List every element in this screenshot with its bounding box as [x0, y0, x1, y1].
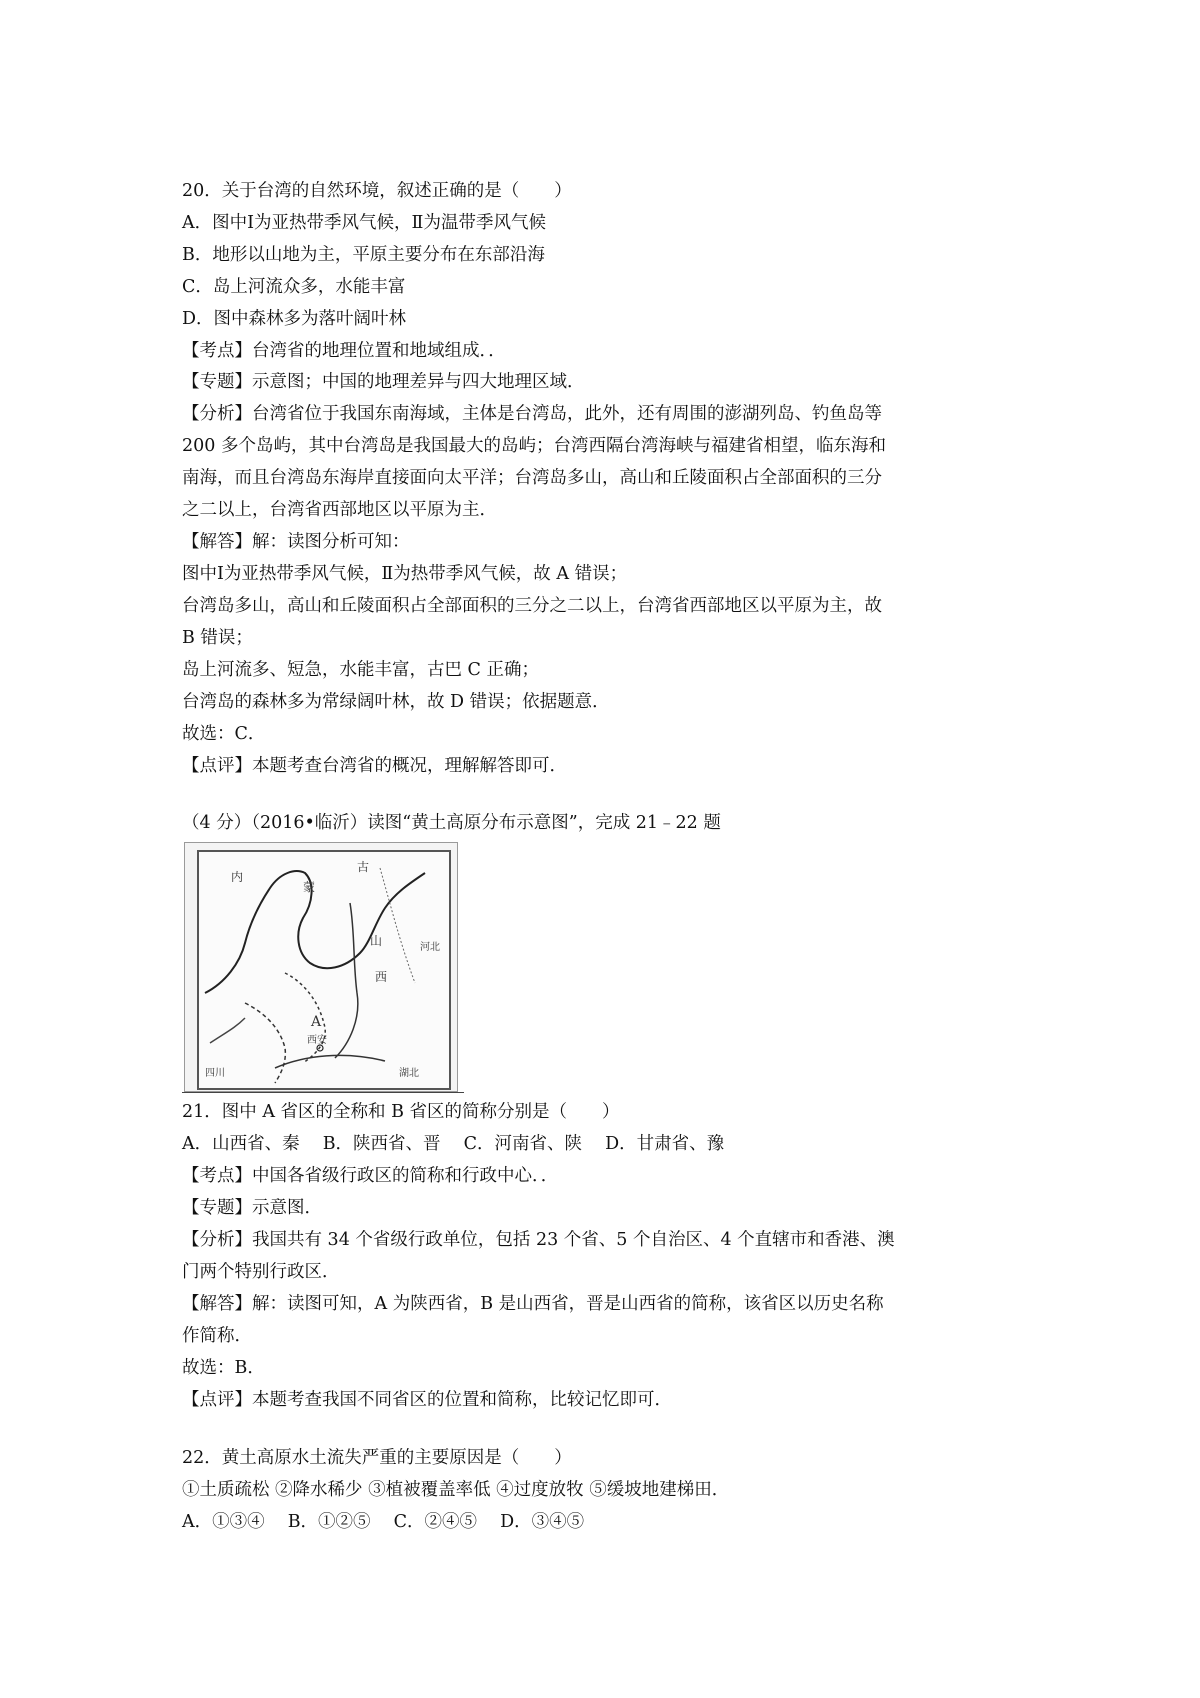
- q21-stem: 21．图中 A 省区的全称和 B 省区的简称分别是（ ）: [182, 1102, 620, 1122]
- q20-jieda-line-1: 【解答】解：读图分析可知：: [182, 532, 410, 552]
- q21-fenxi-line-1: 【分析】我国共有 34 个省级行政单位，包括 23 个省、5 个自治区、4 个直辖市和香港、澳: [182, 1230, 895, 1250]
- q22-options: A．①③④ B．①②⑤ C．②④⑤ D．③④⑤: [182, 1512, 585, 1532]
- q20-option-c: C．岛上河流众多，水能丰富: [182, 277, 406, 297]
- q22-stem: 22．黄土高原水土流失严重的主要原因是（ ）: [182, 1448, 572, 1468]
- map-label-xian: 西安: [307, 1035, 327, 1046]
- q20-option-d: D．图中森林多为落叶阔叶林: [182, 309, 407, 329]
- q20-jieda-line-5: 岛上河流多、短急，水能丰富，古巴 C 正确；: [182, 660, 540, 680]
- figure-underline: [182, 1092, 464, 1093]
- q20-jieda-line-3: 台湾岛多山，高山和丘陵面积占全部面积的三分之二以上，台湾省西部地区以平原为主，故: [182, 596, 882, 616]
- q20-stem: 20．关于台湾的自然环境，叙述正确的是（ ）: [182, 181, 572, 201]
- great-wall: [380, 868, 415, 983]
- q21-zhuanti: 【专题】示意图．: [182, 1198, 322, 1218]
- q21-dianping: 【点评】本题考查我国不同省区的位置和简称，比较记忆即可．: [182, 1390, 672, 1410]
- q20-jieda-line-2: 图中Ⅰ为亚热带季风气候，Ⅱ为热带季风气候，故 A 错误；: [182, 564, 628, 584]
- q21-answer: 故选：B．: [182, 1358, 265, 1378]
- map-label-hubei: 湖北: [399, 1068, 419, 1079]
- q21-fenxi-line-2: 门两个特别行政区．: [182, 1262, 340, 1282]
- map-label-shan: 山: [370, 934, 383, 948]
- province-border-east: [335, 903, 358, 1058]
- map-label-nei: 内: [231, 870, 244, 884]
- q20-dianping: 【点评】本题考查台湾省的概况，理解解答即可．: [182, 756, 567, 776]
- q21-jieda-line-2: 作简称．: [182, 1326, 252, 1346]
- q20-jieda-line-6: 台湾岛的森林多为常绿阔叶林，故 D 错误；依据题意．: [182, 692, 610, 712]
- q20-fenxi-line-3: 南海，而且台湾岛东海岸直接面向太平洋；台湾岛多山，高山和丘陵面积占全部面积的三分: [182, 468, 882, 488]
- q21-jieda-line-1: 【解答】解：读图可知，A 为陕西省，B 是山西省，晋是山西省的简称，该省区以历史名称: [182, 1294, 884, 1314]
- map-label-meng: 蒙: [303, 880, 316, 894]
- qinling-mountains: [275, 1055, 385, 1068]
- q20-answer: 故选：C．: [182, 724, 266, 744]
- map-label-gu: 古: [357, 860, 370, 874]
- q22-items: ①土质疏松 ②降水稀少 ③植被覆盖率低 ④过度放牧 ⑤缓坡地建梯田．: [182, 1480, 730, 1500]
- q20-option-b: B．地形以山地为主，平原主要分布在东部沿海: [182, 245, 545, 265]
- q20-kaodian: 【考点】台湾省的地理位置和地域组成．．: [182, 341, 506, 361]
- map-label-a: A: [311, 1014, 322, 1030]
- q21-options: A．山西省、秦 B．陕西省、晋 C．河南省、陕 D．甘肃省、豫: [182, 1134, 725, 1154]
- map-label-sichuan: 四川: [205, 1068, 225, 1079]
- q20-fenxi-line-2: 200 多个岛屿，其中台湾岛是我国最大的岛屿；台湾西隔台湾海峡与福建省相望，临东海和: [182, 436, 886, 456]
- q20-jieda-line-4: B 错误；: [182, 628, 253, 648]
- group-intro: （4 分）（2016•临沂）读图“黄土高原分布示意图”，完成 21﹣22 题: [182, 813, 721, 833]
- q20-zhuanti: 【专题】示意图；中国的地理差异与四大地理区域．: [182, 372, 585, 392]
- q20-fenxi-line-1: 【分析】台湾省位于我国东南海域，主体是台湾岛，此外，还有周围的澎湖列岛、钓鱼岛等: [182, 404, 882, 424]
- loess-plateau-map: [184, 842, 458, 1092]
- river-west: [210, 1018, 245, 1043]
- map-lines: [185, 843, 457, 1091]
- province-border-west: [245, 1003, 285, 1083]
- map-label-hebei: 河北: [420, 942, 440, 953]
- q21-kaodian: 【考点】中国各省级行政区的简称和行政中心．．: [182, 1166, 559, 1186]
- q20-option-a: A．图中Ⅰ为亚热带季风气候，Ⅱ为温带季风气候: [182, 213, 546, 233]
- map-label-xi: 西: [375, 970, 388, 984]
- q20-fenxi-line-4: 之二以上，台湾省西部地区以平原为主．: [182, 500, 497, 520]
